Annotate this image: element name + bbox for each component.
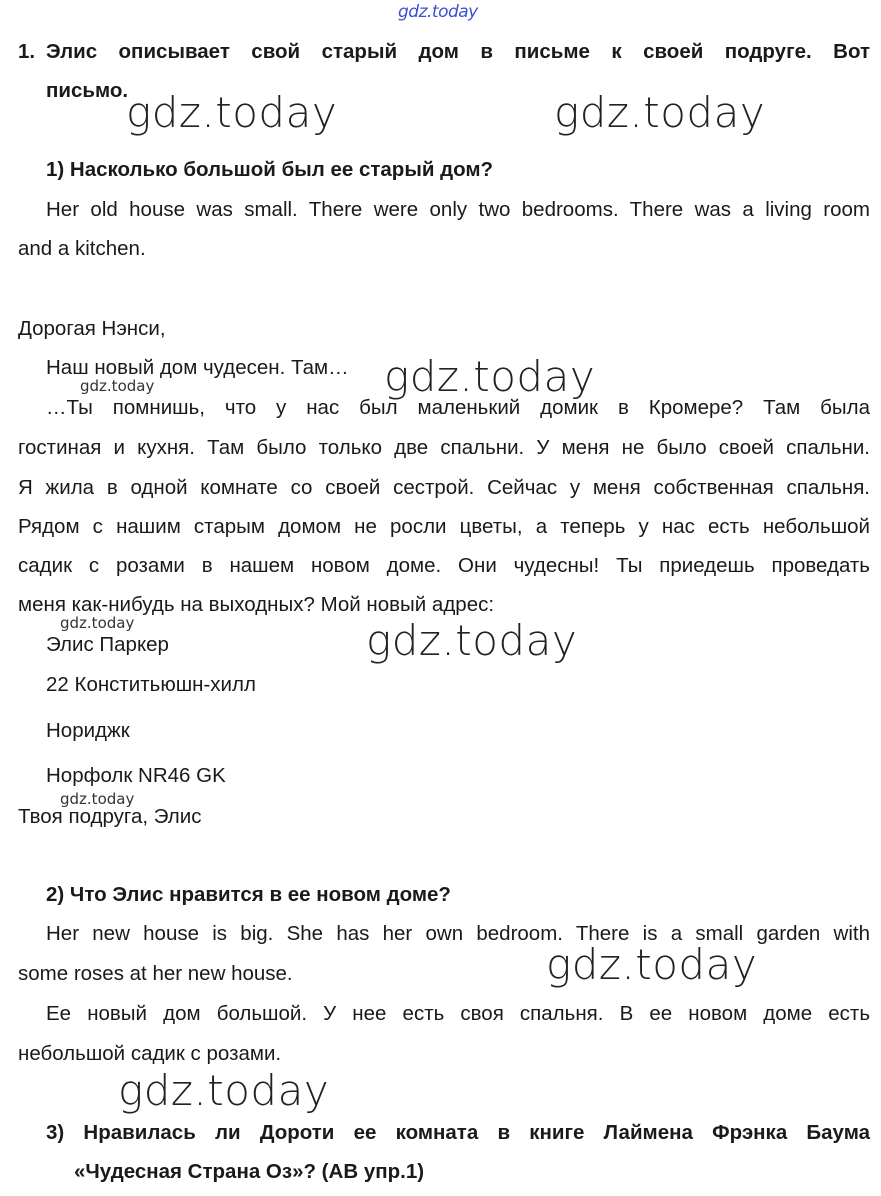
letter-line: Наш новый дом чудесен. Там… (46, 356, 349, 379)
letter-line: гостиная и кухня. Там было только две спальни. У меня не было своей спальни. (18, 436, 870, 459)
letter-line: Я жила в одной комнате со своей сестрой. Сейчас у меня собственная спальня. (18, 476, 870, 499)
watermark-big: gdz.today (366, 616, 578, 665)
watermark-big: gdz.today (384, 352, 596, 401)
address-street: 22 Конститьюшн-хилл (46, 673, 256, 696)
question-1: 1) Насколько большой был ее старый дом? (46, 158, 494, 181)
question-3-line1: 3) Нравилась ли Дороти ее комната в книге Лаймена Фрэнка Баума (46, 1121, 870, 1144)
watermark-small: gdz.today (60, 614, 135, 632)
watermark-big: gdz.today (554, 88, 766, 137)
letter-signature: Твоя подруга, Элис (18, 805, 202, 828)
letter-line: садик с розами в нашем новом доме. Они чудесны! Ты приедешь проведать (18, 554, 870, 577)
address-name: Элис Паркер (46, 633, 169, 656)
address-city: Нориджк (46, 719, 130, 742)
watermark-top: gdz.today (398, 2, 478, 22)
answer-1-line1: Her old house was small. There were only two bedrooms. There was a living room (46, 198, 870, 221)
answer-2-en-line1: Her new house is big. She has her own bedroom. There is a small garden with (46, 922, 870, 945)
task-title-line1: Элис описывает свой старый дом в письме к своей подруге. Вот (46, 40, 870, 63)
answer-2-ru-line1: Ее новый дом большой. У нее есть своя спальня. В ее новом доме есть (46, 1002, 870, 1025)
answer-2-ru-line2: небольшой садик с розами. (18, 1042, 282, 1065)
letter-greeting: Дорогая Нэнси, (18, 317, 166, 340)
watermark-big: gdz.today (118, 1066, 330, 1115)
answer-2-en-line2: some roses at her new house. (18, 962, 293, 985)
task-number: 1. (18, 40, 36, 63)
letter-line: меня как-нибудь на выходных? Мой новый адрес: (18, 593, 495, 616)
letter-line: Рядом с нашим старым домом не росли цветы, а теперь у нас есть небольшой (18, 515, 870, 538)
address-county: Норфолк NR46 GK (46, 764, 226, 787)
question-3-line2: «Чудесная Страна Оз»? (АВ упр.1) (74, 1160, 425, 1183)
task-title-line2: письмо. (46, 79, 129, 102)
question-2: 2) Что Элис нравится в ее новом доме? (46, 883, 451, 906)
watermark-big: gdz.today (126, 88, 338, 137)
watermark-big: gdz.today (546, 940, 758, 989)
letter-line: …Ты помнишь, что у нас был маленький домик в Кромере? Там была (46, 396, 870, 419)
answer-1-line2: and a kitchen. (18, 237, 146, 260)
watermark-small: gdz.today (80, 377, 155, 395)
watermark-small: gdz.today (60, 790, 135, 808)
